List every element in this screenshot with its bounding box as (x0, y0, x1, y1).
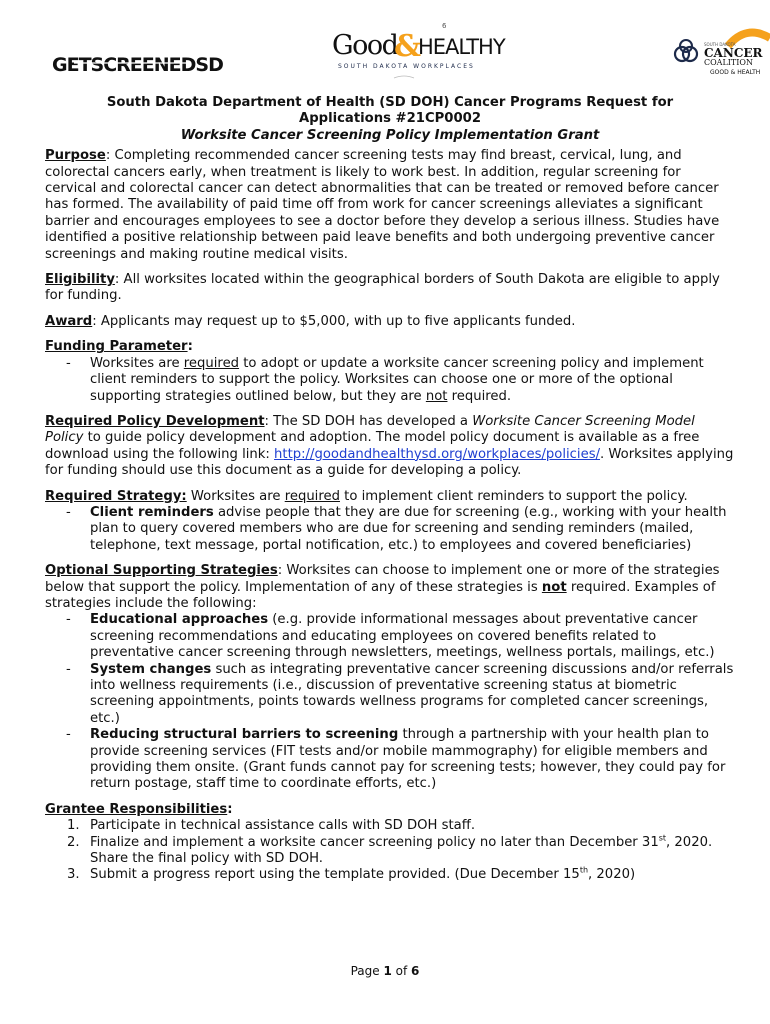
title-line-3: Worksite Cancer Screening Policy Implementation Grant (180, 127, 600, 143)
item-text: Submit a progress report using the template provided. (Due December 15 (90, 867, 580, 883)
funding-label: Funding Parameter (45, 339, 188, 355)
required-strategy-section (45, 489, 735, 555)
svg-text:HEALTHY: HEALTHY (418, 35, 505, 59)
optional-label: Optional Supporting Strategies (45, 563, 278, 579)
structural-barriers-label: Reducing structural barriers to screening (90, 727, 399, 743)
item-text-cont: , 2020. Share the final policy with SD DOH. (90, 834, 713, 867)
svg-text:GETSCREENEDSD: GETSCREENEDSD (52, 54, 223, 76)
item-text-cont: , 2020) (588, 867, 636, 883)
educational-approaches-label: Educational approaches (90, 612, 269, 628)
page-footer (0, 963, 770, 979)
required-strategy-text-2: to implement client reminders to support the policy. (339, 488, 688, 504)
required-policy-text-1: : The SD DOH has developed a (264, 413, 473, 429)
item-number: 3. (67, 867, 80, 883)
svg-text:CANCER: CANCER (704, 46, 763, 60)
award-text: : Applicants may request up to $5,000, with up to five applicants funded. (92, 313, 576, 329)
item-number: 2. (67, 834, 80, 850)
structural-barriers-text: through a partnership with your health plan to provide screening services (FIT tests and/or mobile mammography) for eligible members and providing them onsite. (Grant funds cannot pay for screening tests; however, they could pay for return postage, staff time to coordinate efforts, etc.) (90, 727, 726, 792)
item-number: 1. (67, 818, 80, 834)
funding-section (45, 339, 735, 405)
svg-text:&: & (394, 29, 422, 64)
required-policy-text-3: . Worksites applying for funding should use this document as a guide for developing a policy. (45, 446, 734, 479)
page-number: 1 (383, 964, 392, 978)
optional-strategies-section (45, 563, 735, 793)
title-line-1: South Dakota Department of Health (SD DOH) Cancer Programs Request for (106, 95, 674, 110)
required-strategy-heading (45, 489, 735, 505)
list-item (45, 867, 735, 883)
cancer-coalition-logo (672, 26, 770, 78)
funding-text-a: Worksites are (90, 355, 184, 371)
grantee-heading (45, 802, 735, 818)
funding-text-b: to adopt or update a worksite cancer screening policy and implement client reminders to support the policy. Worksites can choose one or more of the optional supporting strategies outlined below, but they are (90, 355, 704, 404)
funding-required: required (183, 355, 240, 371)
optional-not: not (541, 579, 567, 595)
grantee-label: Grantee Responsibilities (45, 801, 228, 817)
model-policy-title: Worksite Cancer Screening Model Policy (45, 413, 695, 446)
list-item (45, 818, 735, 834)
award-label: Award (45, 313, 93, 329)
eligibility-label: Eligibility (45, 272, 115, 288)
footer-page-word: Page (350, 964, 384, 978)
required-policy-paragraph (45, 414, 735, 480)
required-strategy-list (45, 505, 735, 554)
header-logos (0, 0, 770, 92)
getscreened-logo (50, 52, 223, 76)
optional-text-1: : Worksites can choose to implement one or more of the strategies below that support the policy. Implementation of any of these strategies is (45, 563, 720, 595)
grantee-list (45, 818, 735, 884)
optional-list (45, 612, 735, 792)
list-item (45, 662, 735, 728)
footer-of-word: of (391, 964, 412, 978)
policies-link[interactable]: http://goodandhealthysd.org/workplaces/policies/ (274, 446, 601, 462)
document-title (45, 95, 735, 144)
required-policy-label: Required Policy Development (45, 413, 265, 429)
item-text: Participate in technical assistance calls with SD DOH staff. (90, 818, 476, 834)
list-item (45, 727, 735, 793)
svg-text:Good: Good (332, 30, 398, 61)
award-paragraph (45, 314, 735, 330)
funding-text-c: required. (447, 388, 512, 404)
client-reminders-text: advise people that they are due for screening (e.g., working with your health plan to query covered members who are due for screening and sending reminders (mailed, telephone, text message, portal notification, etc.) to employees and covered beneficiaries) (90, 504, 727, 553)
svg-text:GOOD & HEALTH: GOOD & HEALTH (710, 69, 761, 76)
list-item (45, 612, 735, 661)
page-total: 6 (411, 964, 420, 978)
funding-not: not (425, 388, 448, 404)
required-strategy-text-1: Worksites are (186, 488, 285, 504)
svg-text:SOUTH DAKOTA: SOUTH DAKOTA (704, 42, 736, 47)
item-text: Finalize and implement a worksite cancer screening policy no later than December 31 (90, 834, 659, 850)
required-strategy-required: required (284, 488, 340, 504)
purpose-label: Purpose (45, 148, 106, 164)
eligibility-paragraph (45, 272, 735, 305)
optional-text-2: required. Examples of strategies include the following: (45, 579, 716, 611)
svg-text:SOUTH DAKOTA WORKPLACES: SOUTH DAKOTA WORKPLACES (338, 63, 475, 70)
document-body (45, 95, 735, 884)
client-reminders-label: Client reminders (90, 504, 214, 520)
list-item (45, 505, 735, 554)
good-and-healthy-logo (332, 18, 505, 88)
optional-heading (45, 563, 735, 612)
eligibility-text: : All worksites located within the geographical borders of South Dakota are eligible to apply for funding. (45, 272, 720, 304)
system-changes-text: such as integrating preventative cancer screening discussions and/or referrals into wellness requirements (i.e., discussion of preventative screening status at biometric screening appointments, points towards wellness programs for completed cancer screenings, etc.) (90, 661, 734, 726)
list-item (45, 356, 735, 405)
page-mark: 6 (442, 22, 447, 30)
grantee-colon: : (227, 801, 233, 817)
grantee-section (45, 802, 735, 884)
purpose-paragraph (45, 148, 735, 263)
item-superscript: th (579, 866, 589, 876)
funding-heading (45, 339, 735, 355)
educational-approaches-text: (e.g. provide informational messages about preventative cancer screening recommendations and educating employees on covered benefits related to preventative cancer screening through newsletters, meetings, wellness portals, mailings, etc.) (90, 612, 715, 661)
system-changes-label: System changes (90, 661, 212, 677)
required-strategy-label: Required Strategy: (45, 488, 187, 504)
svg-text:COALITION: COALITION (704, 58, 753, 67)
funding-colon: : (187, 339, 193, 355)
item-superscript: st (658, 833, 667, 843)
title-line-2: Applications #21CP0002 (298, 111, 481, 127)
funding-list (45, 356, 735, 405)
purpose-text: : Completing recommended cancer screening tests may find breast, cervical, lung, and colorectal cancers early, when treatment is likely to work best. In addition, regular screening for cervical and colorectal cancer can detect abnormalities that can be treated or removed before cancer has formed. The availability of paid time off from work for cancer screenings alleviates a significant barrier and encourages employees to see a doctor before they develop a serious illness. Studies have identified a positive relationship between paid leave benefits and both undergoing preventive cancer screenings and making routine medical visits. (45, 148, 720, 262)
required-policy-text-2: to guide policy development and adoption. The model policy document is available as a free download using the following link: (45, 430, 700, 462)
list-item (45, 835, 735, 868)
